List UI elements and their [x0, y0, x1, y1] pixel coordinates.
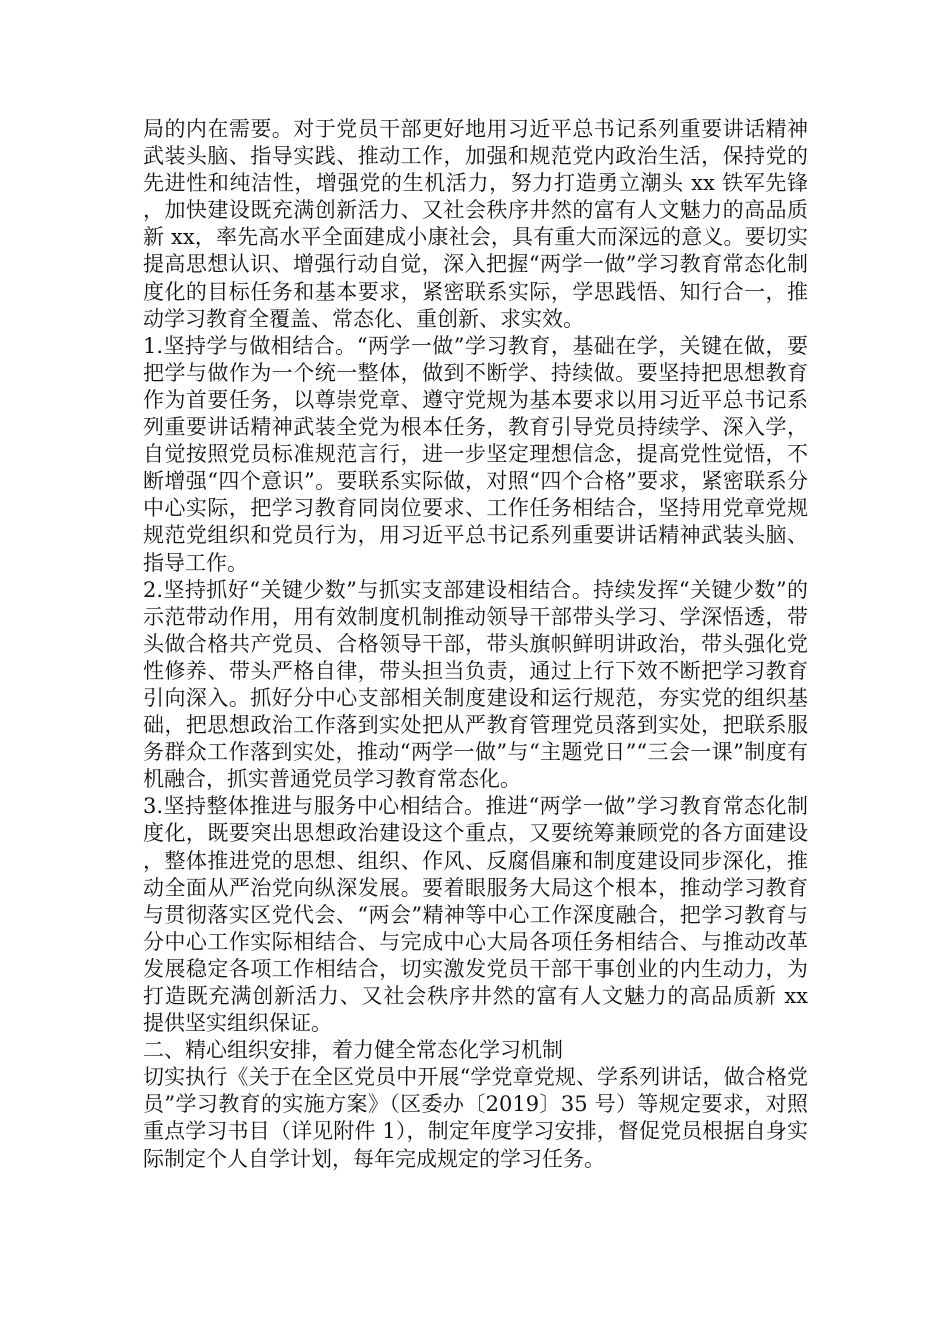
paragraph-intro: 局的内在需要。对于党员干部更好地用习近平总书记系列重要讲话精神武装头脑、指导实践、推动工作，加强和规范党内政治生活，保持党的先进性和纯洁性，增强党的生机活力，努力打造勇立潮头 xx 铁军先锋，加快建设既充满创新活力、又社会秩序井然的富有人文魅力的高品质新 xx，率先高水平全面建成小康社会，具有重大而深远的意义。要切实提高思想认识、增强行动自觉，深入把握“两学一做”学习教育常态化制度化的目标任务和基本要求，紧密联系实际，学思践悟、知行合一，推动学习教育全覆盖、常态化、重创新、求实效。	[143, 117, 808, 331]
section-heading-2: 二、精心组织安排，着力健全常态化学习机制	[143, 1038, 563, 1063]
paragraph-point-3: 3.坚持整体推进与服务中心相结合。推进“两学一做”学习教育常态化制度化，既要突出思想政治建设这个重点，又要统筹兼顾党的各方面建设，整体推进党的思想、组织、作风、反腐倡廉和制度建设同步深化，推动全面从严治党向纵深发展。要着眼服务大局这个根本，推动学习教育与贯彻落实区党代会、“两会”精神等中心工作深度融合，把学习教育与分中心工作实际相结合、与完成中心大局各项任务相结合、与推动改革发展稳定各项工作相结合，切实激发党员干部干事创业的内生动力，为打造既充满创新活力、又社会秩序井然的富有人文魅力的高品质新 xx 提供坚实组织保证。	[143, 794, 808, 1036]
paragraph-point-2: 2.坚持抓好“关键少数”与抓实支部建设相结合。持续发挥“关键少数”的示范带动作用，用有效制度机制推动领导干部带头学习、学深悟透，带头做合格共产党员、合格领导干部，带头旗帜鲜明讲政治，带头强化党性修养、带头严格自律，带头担当负责，通过上行下效不断把学习教育引向深入。抓好分中心支部相关制度建设和运行规范，夯实党的组织基础，把思想政治工作落到实处把从严教育管理党员落到实处，把联系服务群众工作落到实处，推动“两学一做”与“主题党日”“三会一课”制度有机融合，抓实普通党员学习教育常态化。	[143, 577, 808, 792]
paragraph-point-1: 1.坚持学与做相结合。“两学一做”学习教育，基础在学，关键在做，要把学与做作为一个统一整体，做到不断学、持续做。要坚持把思想教育作为首要任务，以尊崇党章、遵守党规为基本要求以用习近平总书记系列重要讲话精神武装全党为根本任务，教育引导党员持续学、深入学，自觉按照党员标准规范言行，进一步坚定理想信念，提高党性觉悟，不断增强“四个意识”。要联系实际做，对照“四个合格”要求，紧密联系分中心实际，把学习教育同岗位要求、工作任务相结合，坚持用党章党规规范党组织和党员行为，用习近平总书记系列重要讲话精神武装头脑、指导工作。	[143, 333, 808, 575]
paragraph-section-2-body: 切实执行《关于在全区党员中开展“学党章党规、学系列讲话，做合格党员”学习教育的实施方案》（区委办〔2019〕35 号）等规定要求，对照重点学习书目（详见附件 1），制定年度学习安排，督促党员根据自身实际制定个人自学计划，每年完成规定的学习任务。	[143, 1065, 808, 1171]
document-page	[143, 116, 808, 1173]
